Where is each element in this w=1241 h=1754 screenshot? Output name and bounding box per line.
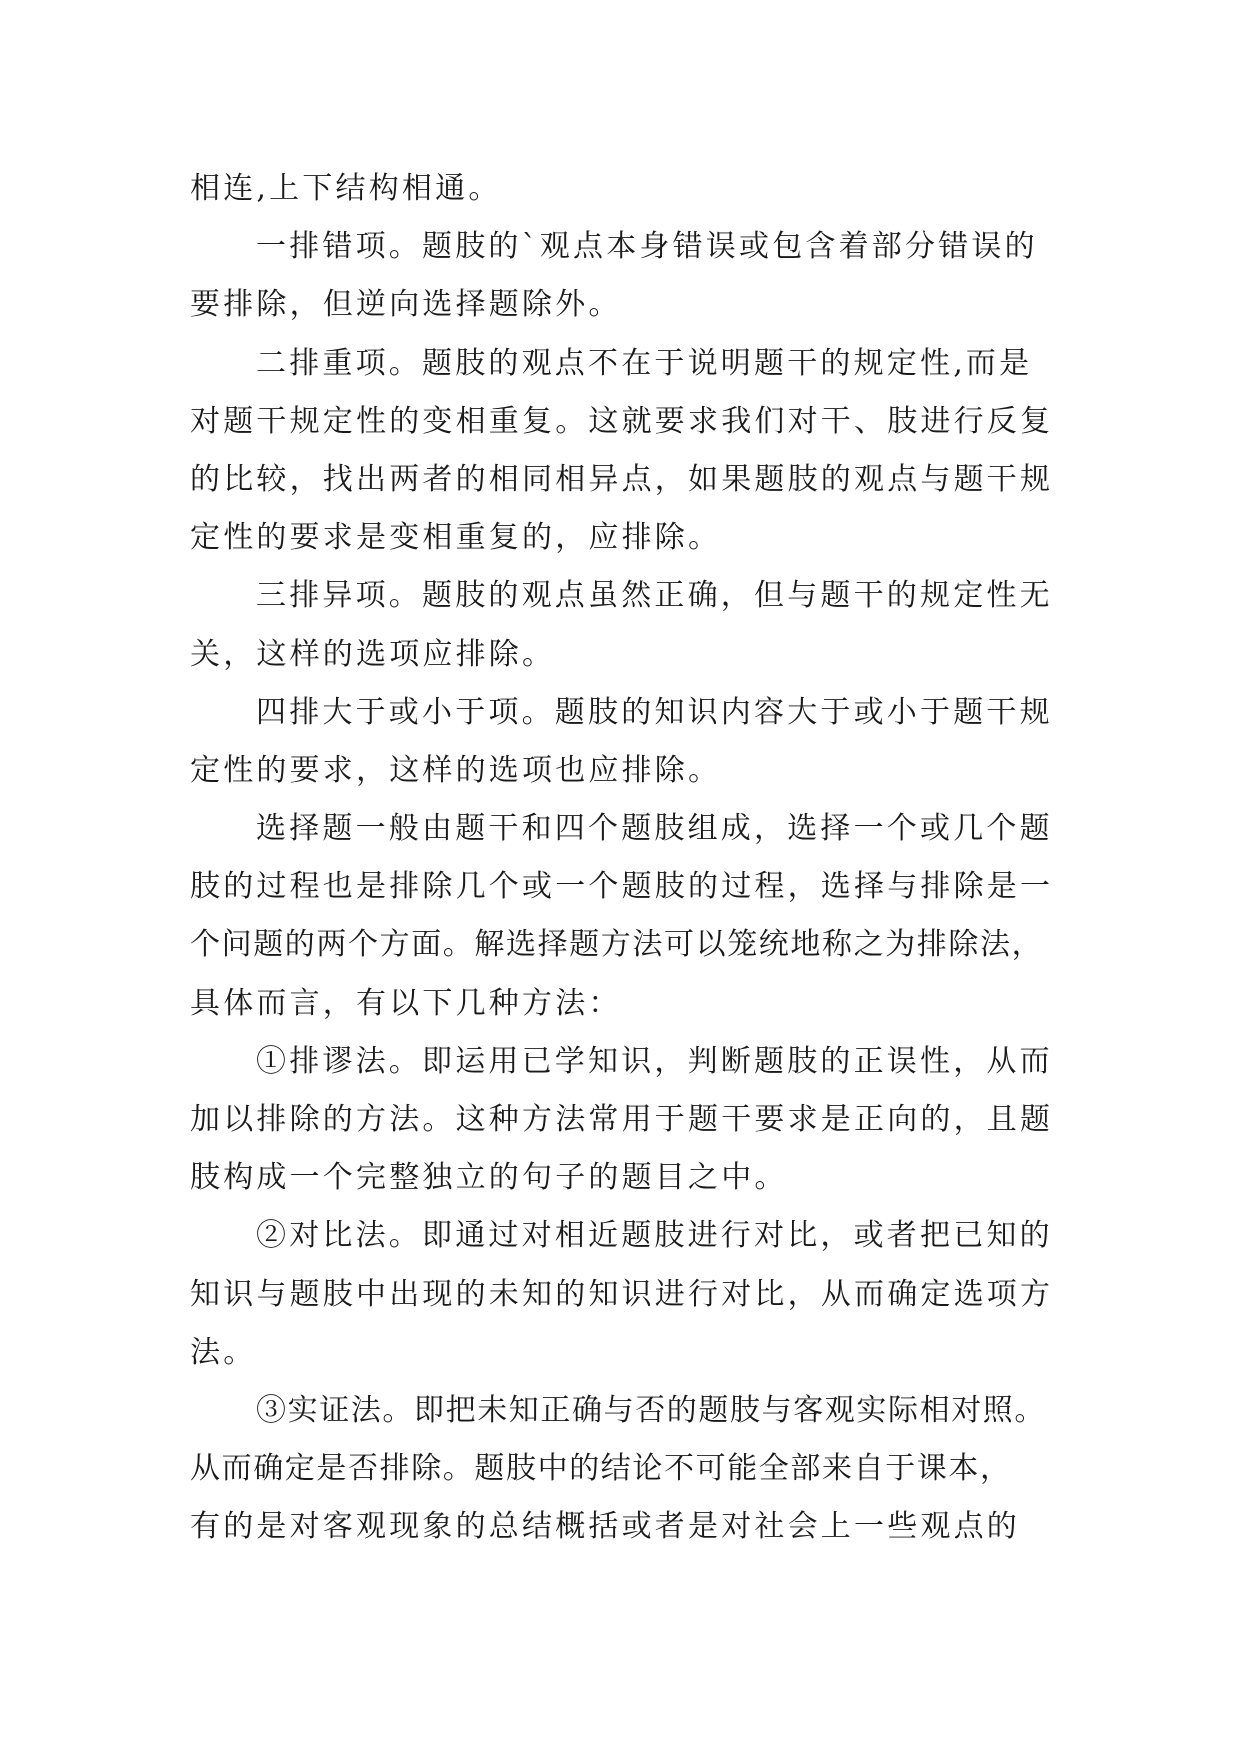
paragraph-start-line: 三排异项。题肢的观点虽然正确，但与题干的规定性无 (256, 578, 1053, 614)
paragraph-start-line: 一排错项。题肢的`观点本身错误或包含着部分错误的 (256, 229, 1038, 265)
text-line: 相连,上下结构相通。 (190, 171, 502, 206)
paragraph-start-line: ③实证法。即把未知正确与否的题肢与客观实际相对照。 (256, 1392, 1046, 1428)
text-line: 个问题的两个方面。解选择题方法可以笼统地称之为排除法， (190, 927, 1044, 963)
text-line: 的比较，找出两者的相同相异点，如果题肢的观点与题干规 (190, 461, 1054, 497)
text-line: 有的是对客观现象的总结概括或者是对社会上一些观点的 (190, 1509, 1020, 1545)
text-line: 具体而言，有以下几种方法： (190, 985, 622, 1021)
paragraph-start-line: 选择题一般由题干和四个题肢组成，选择一个或几个题 (256, 811, 1053, 847)
paragraph-start-line: ②对比法。即通过对相近题肢进行对比，或者把已知的 (256, 1218, 1053, 1254)
text-line: 肢构成一个完整独立的句子的题目之中。 (190, 1160, 788, 1196)
text-line: 关，这样的选项应排除。 (190, 636, 556, 672)
text-line: 定性的要求是变相重复的，应排除。 (190, 520, 722, 556)
text-line: 法。 (190, 1334, 257, 1370)
text-line: 要排除，但逆向选择题除外。 (190, 287, 622, 323)
text-line: 定性的要求，这样的选项也应排除。 (190, 752, 722, 788)
text-line: 加以排除的方法。这种方法常用于题干要求是正向的，且题 (190, 1102, 1054, 1137)
text-line: 对题干规定性的变相重复。这就要求我们对干、肢进行反复 (190, 403, 1054, 439)
paragraph-start-line: 四排大于或小于项。题肢的知识内容大于或小于题干规 (256, 694, 1053, 730)
paragraph-start-line: 二排重项。题肢的观点不在于说明题干的规定性,而是 (256, 345, 1033, 381)
text-line: 从而确定是否排除。题肢中的结论不可能全部来自于课本， (190, 1451, 1012, 1487)
text-line: 知识与题肢中出现的未知的知识进行对比，从而确定选项方 (190, 1276, 1054, 1312)
document-body (190, 160, 1060, 1557)
paragraph-start-line: ①排谬法。即运用已学知识，判断题肢的正误性，从而 (256, 1043, 1053, 1079)
text-line: 肢的过程也是排除几个或一个题肢的过程，选择与排除是一 (190, 869, 1054, 905)
